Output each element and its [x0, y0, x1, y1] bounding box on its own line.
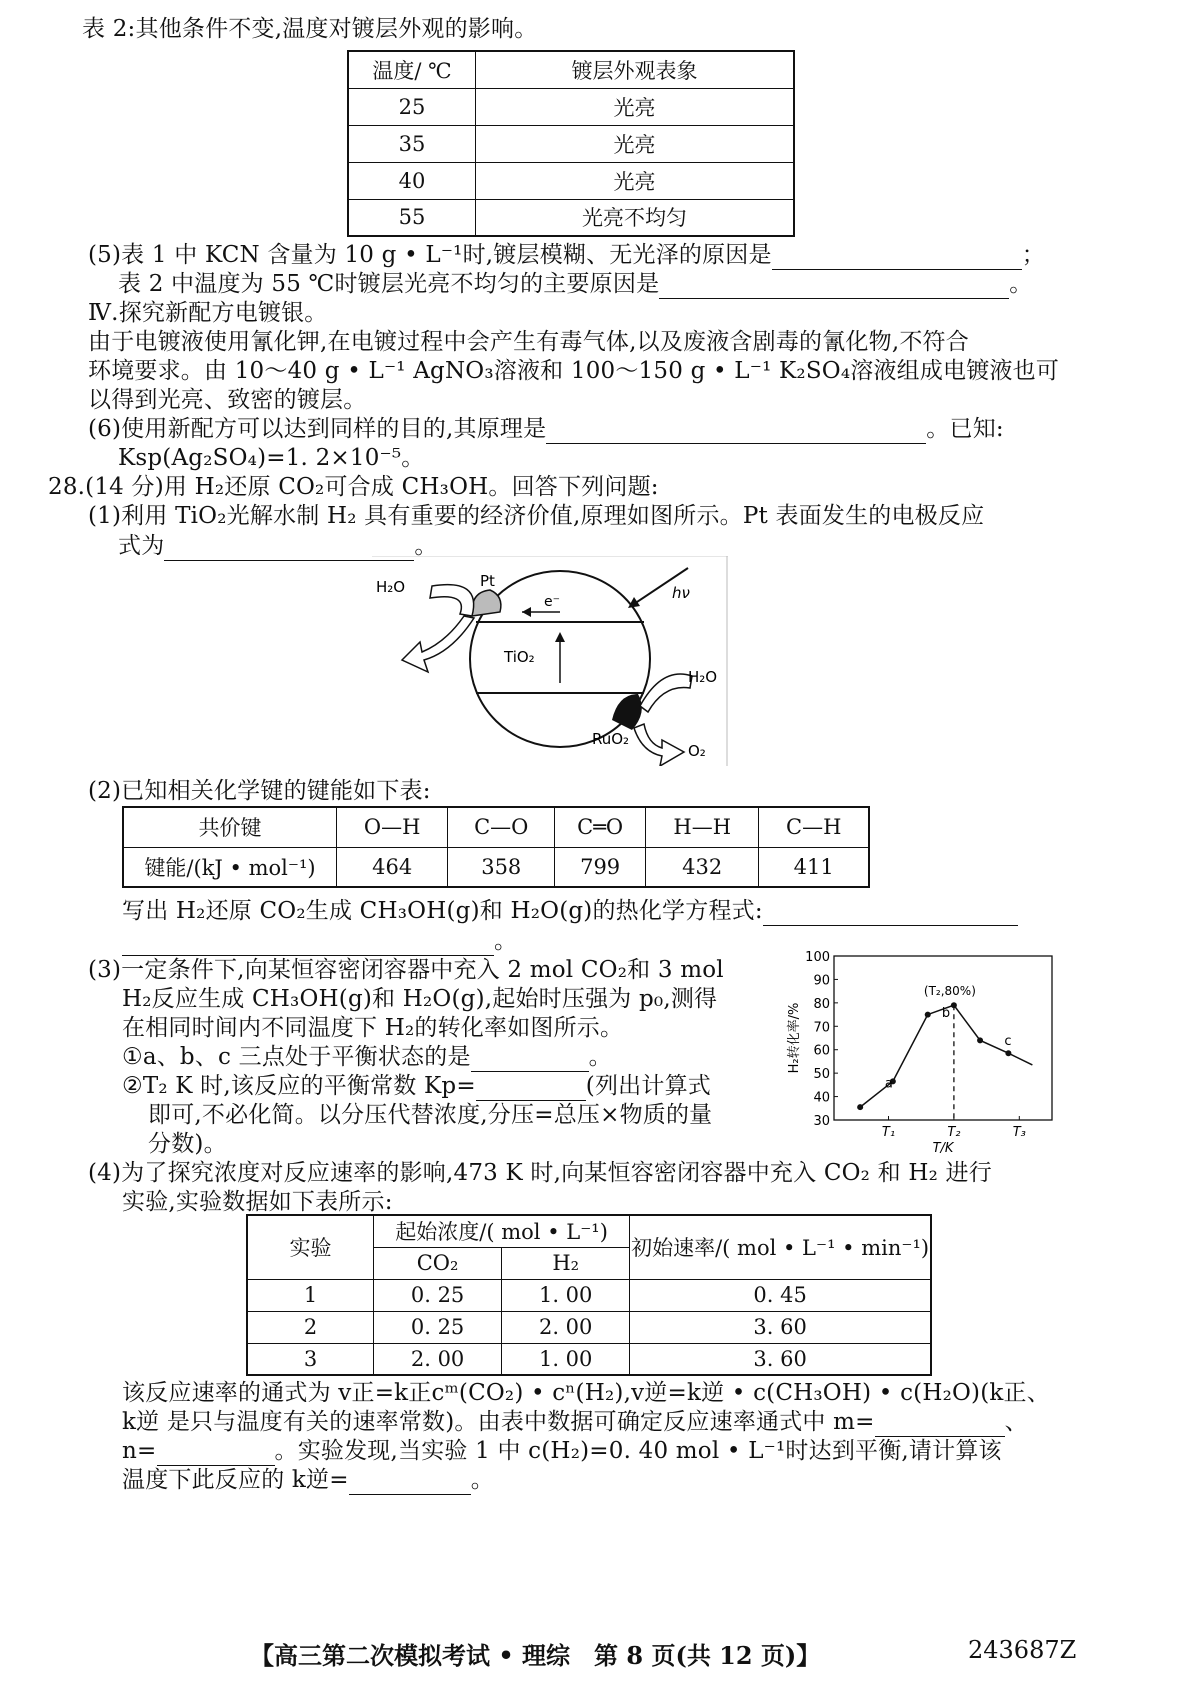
x-tick-label: T₁	[881, 1125, 896, 1140]
rate-table-header-h2: H₂	[502, 1247, 630, 1279]
data-point	[925, 1012, 931, 1018]
diagram-label-pt: Pt	[480, 572, 495, 590]
rate-table-cell: 1. 00	[502, 1343, 630, 1375]
table2-cell: 40	[348, 162, 476, 199]
rate-table-cell: 2	[247, 1311, 374, 1343]
rate-table-cell: 3. 60	[630, 1343, 931, 1375]
o2-outflow-arrow-right	[634, 724, 684, 766]
q5-line1-text: (5)表 1 中 KCN 含量为 10 g • L⁻¹时,镀层模糊、无光泽的原因是	[88, 242, 772, 268]
h2-outflow-arrow-left	[402, 616, 474, 672]
q28-3-l7: 分数)。	[148, 1131, 227, 1157]
answer-blank[interactable]	[875, 1412, 1005, 1437]
q6-known: 。已知:	[926, 416, 1004, 442]
data-point	[951, 1002, 957, 1008]
rate-table-header-co2: CO₂	[374, 1247, 502, 1279]
table2-cell: 光亮	[476, 88, 795, 125]
bond-table-cell: C—O	[448, 807, 555, 847]
bond-table-cell: 432	[646, 847, 759, 887]
table2-caption: 表 2:其他条件不变,温度对镀层外观的影响。	[82, 16, 538, 42]
bond-table-header: 共价键	[123, 807, 337, 847]
q28-4-l1: (4)为了探究浓度对反应速率的影响,473 K 时,向某恒容密闭容器中充入 CO₂ 和 H₂ 进行	[88, 1160, 992, 1186]
bond-table-cell: 411	[759, 847, 869, 887]
q28-3-l5-text: ②T₂ K 时,该反应的平衡常数 Kp=	[122, 1073, 476, 1099]
q28-3-l3: 在相同时间内不同温度下 H₂的转化率如图所示。	[122, 1015, 624, 1041]
punct: 、	[1004, 1409, 1028, 1435]
y-tick-label: 90	[813, 973, 830, 989]
q28-1-line2-text: 式为	[118, 533, 165, 559]
q28-4-text-l3	[122, 1436, 1002, 1466]
x-axis-label: T/K	[932, 1141, 954, 1156]
section4-p2: 环境要求。由 10～40 g • L⁻¹ AgNO₃溶液和 100～150 g • L⁻¹ K₂SO₄溶液组成电镀液也可	[88, 358, 1060, 384]
q28-2-title: (2)已知相关化学键的键能如下表:	[88, 778, 431, 804]
rate-table-header-rate: 初始速率/( mol • L⁻¹ • min⁻¹)	[630, 1215, 931, 1279]
y-tick-label: 50	[813, 1067, 830, 1083]
bond-table-cell: C—H	[759, 807, 869, 847]
q28-3-l4-text: ①a、b、c 三点处于平衡状态的是	[122, 1044, 471, 1070]
q28-title: 28.(14 分)用 H₂还原 CO₂可合成 CH₃OH。回答下列问题:	[48, 474, 659, 500]
rate-table-header-conc: 起始浓度/( mol • L⁻¹)	[374, 1215, 630, 1247]
answer-blank[interactable]	[476, 1076, 586, 1101]
answer-blank[interactable]	[157, 1441, 275, 1466]
table2-cell: 光亮不均匀	[476, 199, 795, 236]
y-tick-label: 60	[813, 1043, 830, 1059]
q28-2-line2	[122, 926, 517, 956]
h2o-inflow-arrow-left	[430, 585, 474, 616]
bond-table-cell: 464	[337, 847, 448, 887]
h2-conversion-chart	[782, 944, 1060, 1156]
point-label: c	[1004, 1034, 1012, 1050]
bond-energy-table	[122, 806, 870, 888]
q28-3-l5-end: (列出计算式	[585, 1073, 711, 1099]
diagram-label-o2: O₂	[688, 742, 706, 760]
table2-cell: 光亮	[476, 162, 795, 199]
bond-table-cell: H—H	[646, 807, 759, 847]
answer-blank[interactable]	[659, 274, 1009, 299]
q28-4-text-l2-text: k逆 是只与温度有关的速率常数)。由表中数据可确定反应速率通式中 m=	[122, 1409, 875, 1435]
table2-cell: 25	[348, 88, 476, 125]
answer-blank[interactable]	[763, 901, 1018, 926]
rate-table	[246, 1214, 932, 1376]
bond-table-header: 键能/(kJ • mol⁻¹)	[123, 847, 337, 887]
diagram-label-hv: hν	[672, 584, 690, 602]
q6-line1-text: (6)使用新配方可以达到同样的目的,其原理是	[88, 416, 547, 442]
answer-blank[interactable]	[772, 245, 1022, 270]
period: 。	[470, 1467, 494, 1493]
answer-blank[interactable]	[471, 1047, 589, 1072]
section4-title: Ⅳ.探究新配方电镀银。	[88, 300, 328, 326]
q28-2-line-text: 写出 H₂还原 CO₂生成 CH₃OH(g)和 H₂O(g)的热化学方程式:	[122, 898, 763, 924]
q28-3-l1: (3)一定条件下,向某恒容密闭容器中充入 2 mol CO₂和 3 mol	[88, 957, 724, 983]
q5-line1: (5)表 1 中 KCN 含量为 10 g • L⁻¹时,镀层模糊、无光泽的原因是 ；	[88, 242, 1045, 268]
x-tick-label: T₃	[1012, 1125, 1026, 1140]
y-tick-label: 30	[813, 1114, 830, 1129]
q28-4-text-l4	[122, 1465, 494, 1495]
q28-3-l2: H₂反应生成 CH₃OH(g)和 H₂O(g),起始时压强为 p₀,测得	[122, 986, 718, 1012]
bond-table-cell: O—H	[337, 807, 448, 847]
q28-3-l5	[122, 1071, 711, 1101]
answer-blank[interactable]	[122, 931, 494, 956]
tio2-photolysis-diagram	[372, 556, 728, 766]
rate-table-cell: 0. 45	[630, 1279, 931, 1311]
q28-1-line1: (1)利用 TiO₂光解水制 H₂ 具有重要的经济价值,原理如图所示。Pt 表面发生的电极反应	[88, 503, 985, 529]
section4-p3: 以得到光亮、致密的镀层。	[88, 387, 367, 413]
table2-cell: 55	[348, 199, 476, 236]
q28-4-text-l1: 该反应速率的通式为 v正=k正cᵐ(CO₂) • cⁿ(H₂),v逆=k逆 • c(CH₃OH) • c(H₂O)(k正、	[122, 1380, 1050, 1406]
x-tick-label: T₂	[947, 1125, 961, 1140]
q6-line1	[88, 414, 1004, 444]
table2-header-temp: 温度/ ℃	[348, 51, 476, 88]
rate-table-cell: 3	[247, 1343, 374, 1375]
q28-4-text-l4-text: 温度下此反应的 k逆=	[122, 1467, 349, 1493]
rate-table-cell: 3. 60	[630, 1311, 931, 1343]
table2-cell: 35	[348, 125, 476, 162]
rate-table-cell: 2. 00	[502, 1311, 630, 1343]
y-axis-label: H₂转化率/%	[787, 1002, 802, 1074]
table2	[347, 50, 795, 237]
rate-table-cell: 0. 25	[374, 1311, 502, 1343]
diagram-label-electron: e⁻	[544, 594, 561, 610]
plot-frame	[834, 956, 1052, 1120]
q5-line2	[118, 269, 1032, 299]
y-tick-label: 70	[813, 1020, 830, 1036]
footer-code: 243687Z	[968, 1636, 1077, 1664]
y-tick-label: 100	[805, 950, 830, 965]
q28-3-l6: 即可,不必化简。以分压代替浓度,分压=总压×物质的量	[148, 1102, 713, 1128]
q28-4-text-l3a: n=	[122, 1438, 157, 1464]
section4-p1: 由于电镀液使用氰化钾,在电镀过程中会产生有毒气体,以及废液含剧毒的氰化物,不符合	[88, 329, 969, 355]
rate-table-header-exp: 实验	[247, 1215, 374, 1279]
pt-electrode	[472, 590, 501, 616]
answer-blank[interactable]	[546, 419, 926, 444]
diagram-label-ruo2: RuO₂	[592, 730, 630, 748]
y-tick-label: 80	[813, 996, 830, 1012]
q6-line2: Ksp(Ag₂SO₄)=1. 2×10⁻⁵。	[118, 445, 425, 471]
data-point	[857, 1104, 863, 1110]
period: 。	[494, 928, 518, 954]
period: 。	[414, 533, 438, 559]
table2-header-appearance: 镀层外观表象	[476, 51, 795, 88]
bond-table-cell: 799	[555, 847, 646, 887]
page-footer: 【高三第二次模拟考试 • 理综 第 8 页(共 12 页)】	[250, 1641, 821, 1670]
rate-table-cell: 0. 25	[374, 1279, 502, 1311]
rate-table-cell: 1. 00	[502, 1279, 630, 1311]
data-point	[1005, 1050, 1011, 1056]
rate-table-cell: 2. 00	[374, 1343, 502, 1375]
diagram-label-tio2: TiO₂	[504, 648, 535, 666]
answer-blank[interactable]	[349, 1470, 471, 1495]
point-label: a	[884, 1076, 893, 1092]
q28-2-line	[122, 896, 1018, 926]
peak-annotation: (T₂,80%)	[923, 984, 976, 999]
diagram-label-h2o-right: H₂O	[688, 668, 718, 686]
rate-table-cell: 1	[247, 1279, 374, 1311]
q28-3-l4	[122, 1042, 612, 1072]
q28-4-text-l2	[122, 1407, 1028, 1437]
bond-table-cell: C═O	[555, 807, 646, 847]
data-point	[977, 1037, 983, 1043]
diagram-label-h2o-left: H₂O	[376, 578, 406, 596]
table2-cell: 光亮	[476, 125, 795, 162]
period: 。	[1009, 271, 1033, 297]
q5-line2-text: 表 2 中温度为 55 ℃时镀层光亮不均匀的主要原因是	[118, 271, 660, 297]
q28-4-text-l3b: 。实验发现,当实验 1 中 c(H₂)=0. 40 mol • L⁻¹时达到平衡,请计算该	[274, 1438, 1002, 1464]
bond-table-cell: 358	[448, 847, 555, 887]
period: 。	[588, 1044, 612, 1070]
q28-4-l2: 实验,实验数据如下表所示:	[122, 1189, 393, 1215]
point-label: b	[941, 1006, 951, 1022]
y-tick-label: 40	[813, 1090, 830, 1106]
